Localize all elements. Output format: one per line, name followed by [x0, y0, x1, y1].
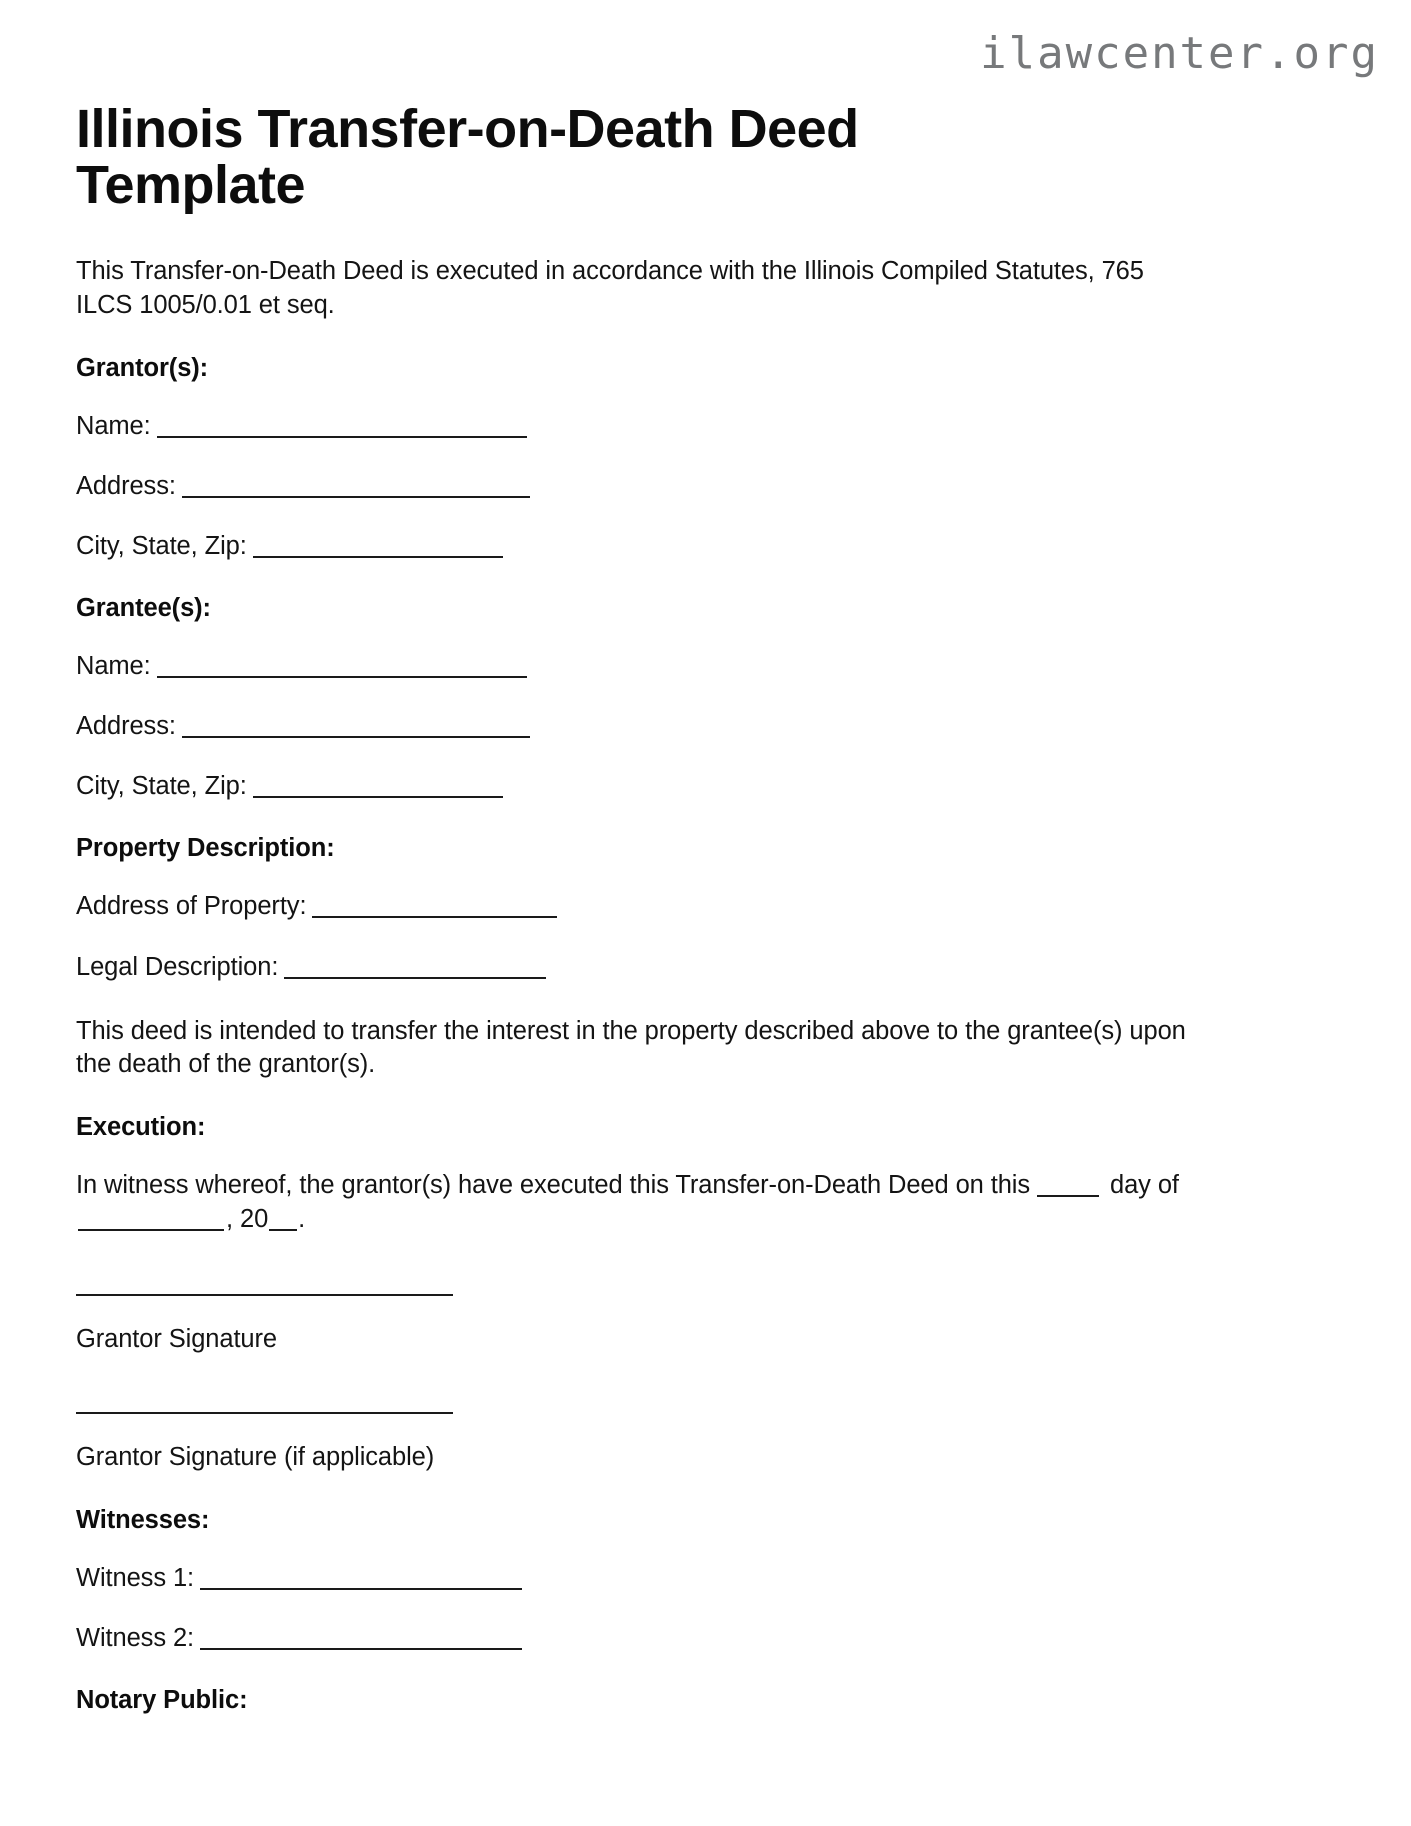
- property-legal-field[interactable]: [76, 951, 1346, 984]
- intro-paragraph: This Transfer-on-Death Deed is executed in accordance with the Illinois Compiled Statutes, 765 ILCS 1005/0.01 et seq.: [76, 257, 1144, 319]
- grantor-signature-caption-2: Grantor Signature (if applicable): [76, 1443, 435, 1472]
- grantor-address-blank[interactable]: [182, 496, 530, 498]
- grantee-name-label: Name:: [76, 651, 151, 680]
- property-address-field[interactable]: [76, 890, 1346, 923]
- property-address-label: Address of Property:: [76, 892, 307, 921]
- grantor-section-heading: Grantor(s):: [76, 353, 209, 382]
- witness-1-label: Witness 1:: [76, 1563, 195, 1592]
- grantor-city-blank[interactable]: [253, 556, 503, 558]
- document-content: [76, 0, 1346, 1715]
- grantor-signature-caption-1: Grantor Signature: [76, 1325, 277, 1354]
- grantee-name-blank[interactable]: [157, 676, 527, 678]
- execution-witness-paragraph: [76, 1169, 1196, 1236]
- grantor-city-label: City, State, Zip:: [76, 531, 247, 560]
- page-title: Illinois Transfer-on-Death Deed Template: [76, 99, 859, 215]
- grantor-address-field[interactable]: [76, 470, 1346, 503]
- grantee-address-blank[interactable]: [182, 736, 530, 738]
- grantee-name-field[interactable]: [76, 650, 1346, 683]
- grantor-name-blank[interactable]: [157, 436, 527, 438]
- grantee-address-field[interactable]: [76, 710, 1346, 743]
- property-section-heading: Property Description:: [76, 834, 335, 863]
- execution-day-of-label: day of: [1110, 1170, 1179, 1199]
- witnesses-section-heading: Witnesses:: [76, 1505, 210, 1534]
- execution-month-blank[interactable]: [78, 1229, 224, 1231]
- grantor-address-label: Address:: [76, 471, 176, 500]
- execution-period: .: [298, 1204, 306, 1233]
- witness-2-blank[interactable]: [200, 1648, 522, 1650]
- execution-section-heading: Execution:: [76, 1112, 206, 1141]
- property-legal-label: Legal Description:: [76, 952, 279, 981]
- site-watermark: ilawcenter.org: [980, 28, 1379, 79]
- witness-1-blank[interactable]: [200, 1588, 522, 1590]
- grantor-name-field[interactable]: [76, 410, 1346, 443]
- transfer-intent-paragraph: This deed is intended to transfer the interest in the property described above to the grantee(s) upon the death of the grantor(s).: [76, 1016, 1186, 1079]
- grantee-city-field[interactable]: [76, 770, 1346, 803]
- execution-comma: ,: [226, 1204, 233, 1233]
- grantee-address-label: Address:: [76, 712, 176, 741]
- property-address-blank[interactable]: [312, 916, 557, 918]
- grantor-name-label: Name:: [76, 411, 151, 440]
- notary-section-heading: Notary Public:: [76, 1685, 248, 1714]
- grantee-city-label: City, State, Zip:: [76, 772, 247, 801]
- witness-2-label: Witness 2:: [76, 1623, 195, 1652]
- grantor-city-field[interactable]: [76, 530, 1346, 563]
- execution-year-blank[interactable]: [269, 1229, 297, 1231]
- grantee-section-heading: Grantee(s):: [76, 593, 211, 622]
- witness-1-field[interactable]: [76, 1562, 1346, 1595]
- execution-day-blank[interactable]: [1037, 1195, 1099, 1197]
- execution-witness-text: In witness whereof, the grantor(s) have executed this Transfer-on-Death Deed on this: [76, 1170, 1031, 1199]
- execution-year-prefix: 20: [240, 1204, 269, 1233]
- property-legal-blank[interactable]: [284, 977, 546, 979]
- grantee-city-blank[interactable]: [253, 796, 503, 798]
- witness-2-field[interactable]: [76, 1622, 1346, 1655]
